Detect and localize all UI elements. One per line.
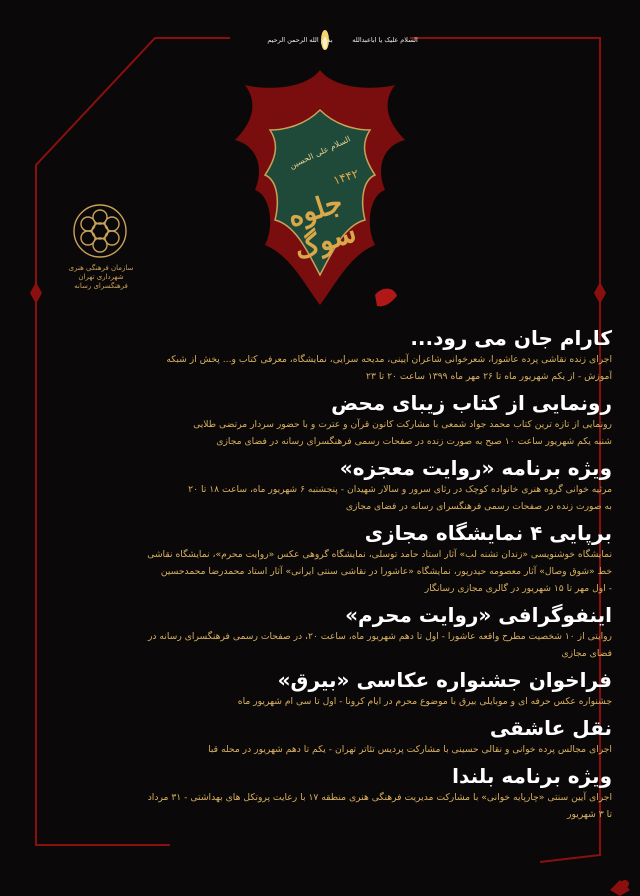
section-line: - اول مهر تا ۱۵ شهریور در گالری مجازی رسانگار	[424, 583, 612, 594]
program-section	[38, 668, 612, 710]
section-title: رونمایی از کتاب زیبای محض	[331, 391, 612, 415]
red-bird-icon	[375, 289, 397, 307]
calligraphy-left: بسم الله الرحمن الرحیم	[267, 36, 333, 44]
section-line: تا ۳ شهریور	[567, 809, 612, 820]
section-line: روایتی از ۱۰ شخصیت مطرح واقعه عاشورا - اول تا دهم شهریور ماه، ساعت ۲۰، در صفحات رسمی فرهنگسرای رسانه در	[147, 631, 612, 642]
organization-name: سازمان فرهنگی هنری شهرداری تهران	[68, 264, 134, 281]
section-line: خط «شوق وصال» آثار معصومه حیدرپور، نمایشگاه «عاشورا در نقاشی سنتی ایرانی» آثار استاد محمدرضا محمدحسین	[160, 566, 612, 577]
section-line: اجرای آیین سنتی «چارپایه خوانی» با مشارکت مدیریت فرهنگی هنری منطقه ۱۷ با رعایت پروتکل های بهداشتی - ۳۱ مرداد	[147, 792, 612, 803]
frame-dot	[621, 880, 629, 888]
section-title: ویژه برنامه «روایت معجزه»	[339, 456, 612, 480]
event-emblem	[225, 30, 418, 320]
program-section	[38, 603, 612, 662]
frame-corner-ornament-left	[30, 282, 42, 304]
section-title: فراخوان جشنواره عکاسی «بیرق»	[277, 668, 612, 692]
program-section	[38, 456, 612, 515]
section-title: ویژه برنامه بلندا	[452, 764, 612, 788]
program-section	[38, 521, 612, 597]
program-section	[38, 716, 612, 758]
section-line: اجرای مجالس پرده خوانی و نقالی حسینی با مشارکت پردیس تئاتر تهران - یکم تا دهم شهریور در محله قبا	[208, 744, 612, 755]
calligraphy-right: السلام علیک یا اباعبدالله	[352, 36, 418, 44]
emblem-inner-text: السلام علی الحسین	[288, 134, 352, 171]
section-line: مرثیه خوانی گروه هنری خانواده کوچک در رثای سرور و سالار شهیدان - پنجشنبه ۶ شهریور ماه، ساعت ۱۸ تا ۲۰	[188, 484, 612, 495]
section-line: آموزش - از یکم شهریور ماه تا ۲۶ مهر ماه ۱۳۹۹ ساعت ۲۰ تا ۲۳	[366, 371, 612, 382]
program-list	[38, 326, 612, 829]
program-section	[38, 764, 612, 823]
section-title: نقل عاشقی	[489, 716, 612, 740]
organization-logo	[68, 200, 134, 290]
section-line: به صورت زنده در صفحات رسمی فرهنگسرای رسانه در فضای مجازی	[345, 501, 612, 512]
section-line: شنبه یکم شهریور ساعت ۱۰ صبح به صورت زنده در صفحات رسمی فرهنگسرای رسانه در فضای مجازی	[216, 436, 612, 447]
frame-corner-ornament-right	[594, 282, 606, 304]
rosette-icon	[70, 200, 130, 262]
section-line: رونمایی از تازه ترین کتاب محمد جواد شمعی با مشارکت کانون قرآن و عترت و با حضور سردار مرتضی طلایی	[193, 419, 612, 430]
emblem-main-title: جلوه سوگ	[283, 185, 361, 267]
program-section	[38, 326, 612, 385]
section-line: اجرای زنده نقاشی پرده عاشورا، شعرخوانی شاعران آیینی، مدیحه سرایی، نمایشگاه، معرفی کتاب و... پخش از شبکه	[166, 354, 612, 365]
section-title: اینفوگرافی «روایت محرم»	[345, 603, 612, 627]
emblem-year: ۱۴۴۲	[331, 166, 361, 188]
section-line: نمایشگاه خوشنویسی «زندان تشنه لب» آثار استاد حامد توسلی، نمایشگاه گروهی عکس «روایت محرم»، نمایشگاه نقاشی	[147, 549, 612, 560]
program-section	[38, 391, 612, 450]
section-title: برپایی ۴ نمایشگاه مجازی	[364, 521, 612, 545]
section-line: جشنواره عکس حرفه ای و موبایلی بیرق با موضوع محرم در ایام کرونا - اول تا سی ام شهریور ماه	[237, 696, 612, 707]
organization-subname: فرهنگسرای رسانه	[74, 282, 128, 290]
section-line: فضای مجازی	[561, 648, 612, 659]
section-title: کارام جان می رود...	[410, 326, 612, 350]
